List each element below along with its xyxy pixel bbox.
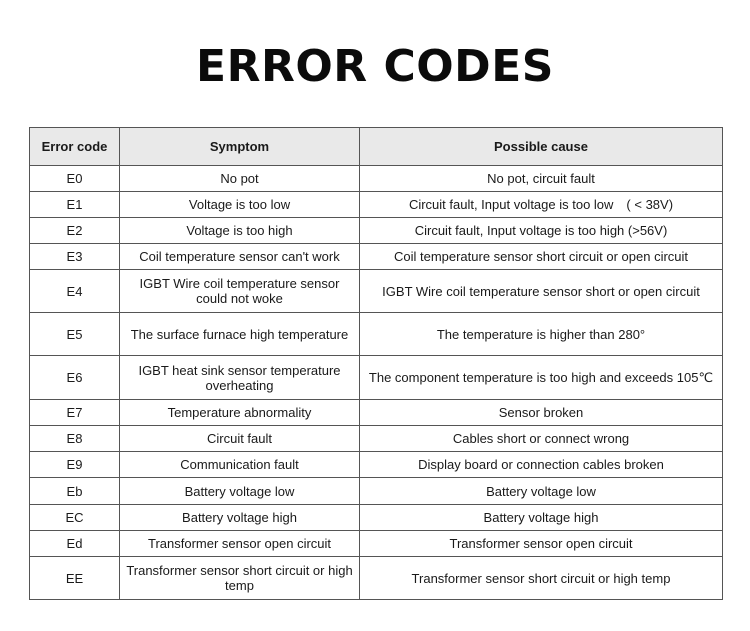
cause-cell: Cables short or connect wrong xyxy=(360,426,723,452)
table-row xyxy=(30,244,723,270)
table-row xyxy=(30,313,723,356)
error-code-cell: E9 xyxy=(30,452,120,478)
cause-cell: IGBT Wire coil temperature sensor short or open circuit xyxy=(360,270,723,313)
symptom-cell: IGBT heat sink sensor temperature overheating xyxy=(120,356,360,400)
cause-cell: The temperature is higher than 280° xyxy=(360,313,723,356)
table-row xyxy=(30,557,723,600)
symptom-cell: Battery voltage low xyxy=(120,478,360,505)
symptom-cell: Voltage is too low xyxy=(120,192,360,218)
table-row xyxy=(30,452,723,478)
error-code-cell: E2 xyxy=(30,218,120,244)
page-title: ERROR CODES xyxy=(196,41,554,92)
cause-cell: Sensor broken xyxy=(360,400,723,426)
header-possible-cause: Possible cause xyxy=(360,128,723,166)
error-code-cell: E6 xyxy=(30,356,120,400)
symptom-cell: Battery voltage high xyxy=(120,505,360,531)
table-row xyxy=(30,531,723,557)
table-row xyxy=(30,400,723,426)
table-row xyxy=(30,505,723,531)
error-codes-table xyxy=(29,127,723,600)
symptom-cell: Circuit fault xyxy=(120,426,360,452)
symptom-cell: Coil temperature sensor can't work xyxy=(120,244,360,270)
symptom-cell: Transformer sensor short circuit or high temp xyxy=(120,557,360,600)
symptom-cell: No pot xyxy=(120,166,360,192)
error-code-cell: E3 xyxy=(30,244,120,270)
error-code-cell: E0 xyxy=(30,166,120,192)
error-code-cell: EE xyxy=(30,557,120,600)
cause-cell: Transformer sensor open circuit xyxy=(360,531,723,557)
symptom-cell: IGBT Wire coil temperature sensor could not woke xyxy=(120,270,360,313)
error-code-cell: E1 xyxy=(30,192,120,218)
error-code-cell: E4 xyxy=(30,270,120,313)
table-row xyxy=(30,166,723,192)
error-code-cell: E5 xyxy=(30,313,120,356)
cause-cell: Display board or connection cables broken xyxy=(360,452,723,478)
symptom-cell: Voltage is too high xyxy=(120,218,360,244)
cause-cell: Battery voltage low xyxy=(360,478,723,505)
table-row xyxy=(30,218,723,244)
header-error-code: Error code xyxy=(30,128,120,166)
symptom-cell: Transformer sensor open circuit xyxy=(120,531,360,557)
cause-cell: Battery voltage high xyxy=(360,505,723,531)
cause-cell: No pot, circuit fault xyxy=(360,166,723,192)
table-row xyxy=(30,270,723,313)
error-code-cell: Eb xyxy=(30,478,120,505)
header-symptom: Symptom xyxy=(120,128,360,166)
error-code-cell: EC xyxy=(30,505,120,531)
cause-cell: Circuit fault, Input voltage is too low ( < 38V) xyxy=(360,192,723,218)
cause-cell: Circuit fault, Input voltage is too high (>56V) xyxy=(360,218,723,244)
table-row xyxy=(30,426,723,452)
cause-cell: Transformer sensor short circuit or high temp xyxy=(360,557,723,600)
symptom-cell: Communication fault xyxy=(120,452,360,478)
table-row xyxy=(30,478,723,505)
error-code-cell: E8 xyxy=(30,426,120,452)
error-code-cell: E7 xyxy=(30,400,120,426)
error-code-cell: Ed xyxy=(30,531,120,557)
table-row xyxy=(30,192,723,218)
symptom-cell: Temperature abnormality xyxy=(120,400,360,426)
table-row xyxy=(30,356,723,400)
cause-cell: Coil temperature sensor short circuit or open circuit xyxy=(360,244,723,270)
table-header-row xyxy=(30,128,723,166)
symptom-cell: The surface furnace high temperature xyxy=(120,313,360,356)
cause-cell: The component temperature is too high and exceeds 105℃ xyxy=(360,356,723,400)
